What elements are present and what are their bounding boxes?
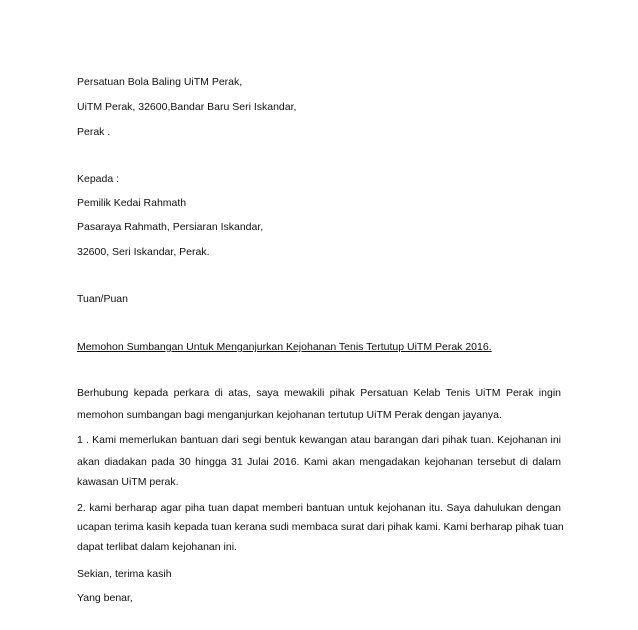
closing-line-2: Yang benar,: [77, 592, 133, 604]
sender-line-2: UiTM Perak, 32600,Bandar Baru Seri Iskandar,: [77, 101, 297, 113]
salutation: Tuan/Puan: [77, 293, 128, 305]
recipient-line-1: Pemilik Kedai Rahmath: [77, 197, 187, 209]
sender-line-3: Perak .: [77, 126, 111, 138]
recipient-line-3: 32600, Seri Iskandar, Perak.: [77, 246, 210, 258]
intro-line-2: memohon sumbangan bagi menganjurkan kejohanan tertutup UiTM Perak dengan jayanya.: [77, 409, 502, 421]
paragraph-2-line-2: ucapan terima kasih kepada tuan kerana sudi membaca surat dari pihak kami. Kami berharap pihak tuan: [77, 521, 564, 533]
closing-line-1: Sekian, terima kasih: [77, 568, 172, 580]
intro-line-1: Berhubung kepada perkara di atas, saya mewakili pihak Persatuan Kelab Tenis UiTM Perak ingin: [77, 387, 561, 399]
subject-line: Memohon Sumbangan Untuk Menganjurkan Kejohanan Tenis Tertutup UiTM Perak 2016.: [77, 341, 492, 353]
paragraph-1-line-3: kawasan UiTM perak.: [77, 476, 179, 488]
recipient-line-2: Pasaraya Rahmath, Persiaran Iskandar,: [77, 221, 264, 233]
paragraph-1-line-1: 1 . Kami memerlukan bantuan dari segi bentuk kewangan atau barangan dari pihak tuan. Kejohanan ini: [77, 434, 561, 446]
paragraph-2-line-3: dapat terlibat dalam kejohanan ini.: [77, 541, 237, 553]
paragraph-2-line-1: 2. kami berharap agar piha tuan dapat memberi bantuan untuk kejohanan itu. Saya dahulukan dengan: [77, 502, 561, 514]
sender-line-1: Persatuan Bola Baling UiTM Perak,: [77, 76, 243, 88]
paragraph-1-line-2: akan diadakan pada 30 hingga 31 Julai 2016. Kami akan mengadakan kejohanan tersebut di dalam: [77, 456, 561, 468]
recipient-label: Kepada :: [77, 173, 120, 185]
